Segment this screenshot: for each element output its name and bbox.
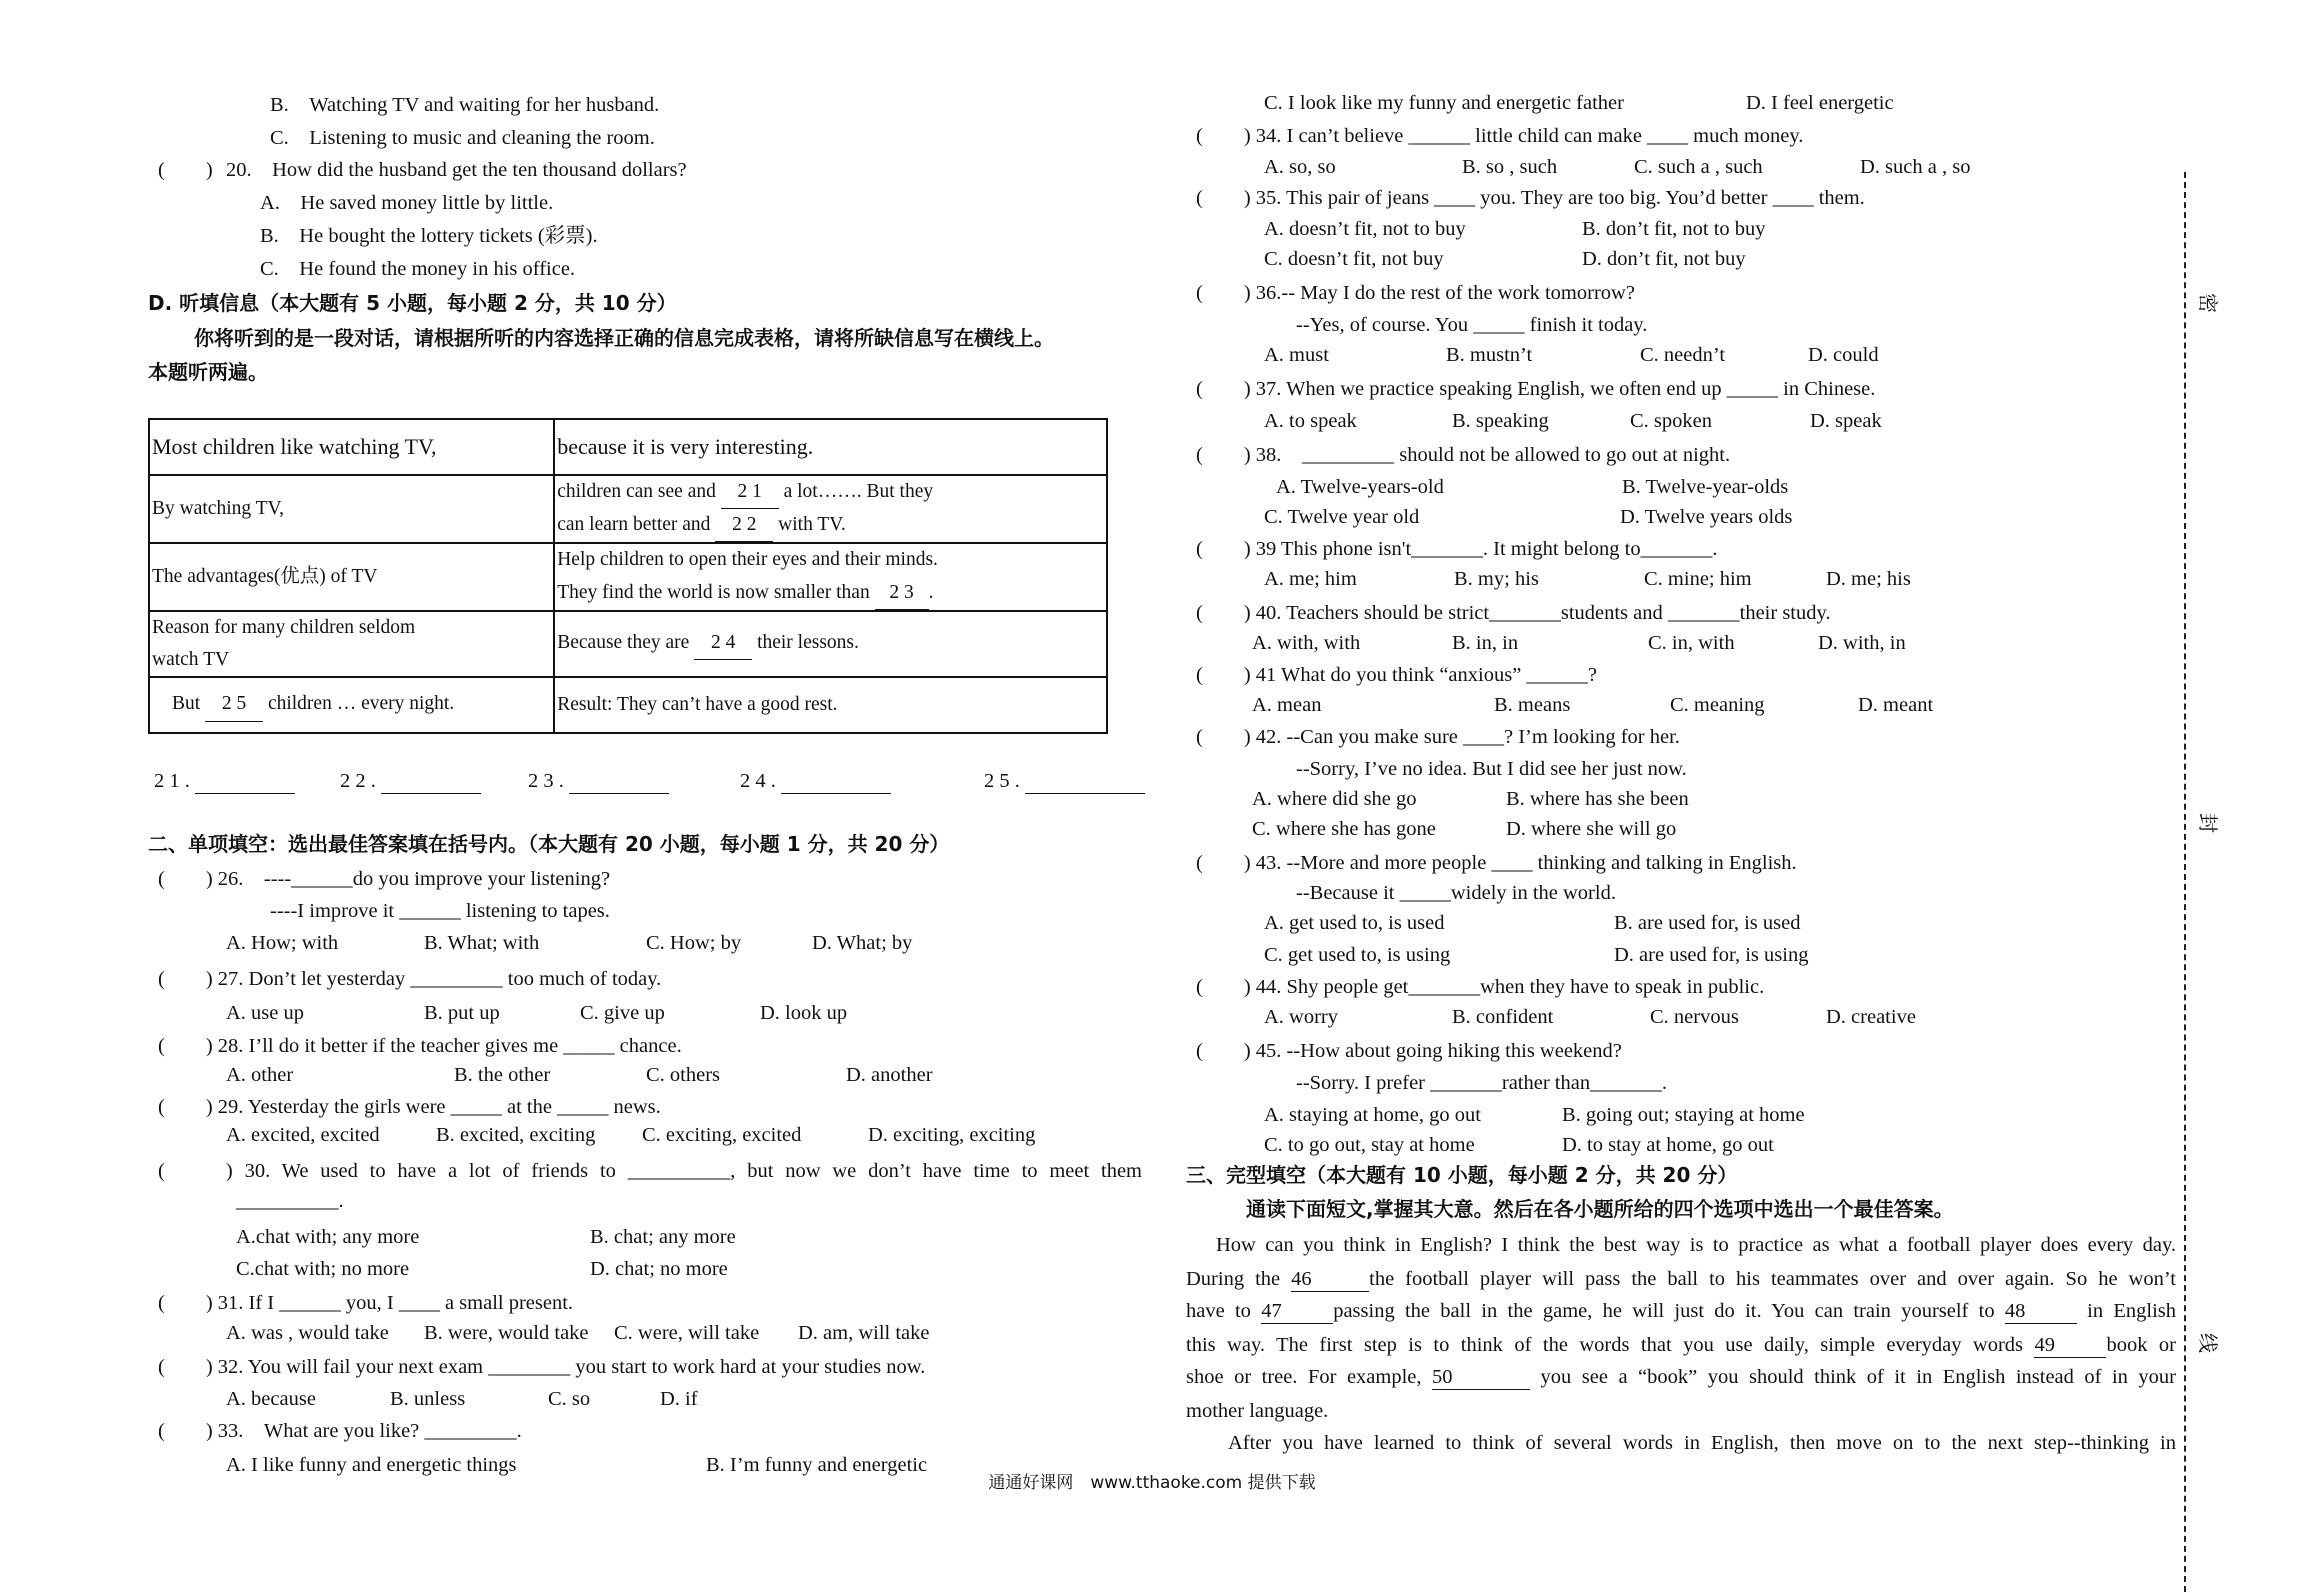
q36-stem: ( ) 36.-- May I do the rest of the work tomorrow? [1196,282,1635,304]
q38-option-c: C. Twelve year old [1264,506,1420,528]
passage-line: After you have learned to think of several words in English, then move on to the next step--thinking in [1228,1432,2176,1454]
q44-option-d: D. creative [1826,1006,1916,1028]
cell-text: watch TV [152,648,230,670]
q32-option-a: A. because [226,1388,316,1410]
q26-option-b: B. What; with [424,932,540,954]
q26-option-c: C. How; by [646,932,742,954]
q32-stem: ( ) 32. You will fail your next exam ________ you start to work hard at your studies now. [158,1356,926,1378]
blank-24[interactable]: 2 4 [694,627,752,660]
q33-option-b: B. I’m funny and energetic [706,1454,928,1476]
q26-option-d: D. What; by [812,932,913,954]
q31-option-d: D. am, will take [798,1322,930,1344]
q44-option-c: C. nervous [1650,1006,1739,1028]
q40-stem: ( ) 40. Teachers should be strict_______students and _______their study. [1196,602,1831,624]
q30-option-a: A.chat with; any more [236,1226,420,1248]
q26-option-a: A. How; with [226,932,339,954]
q37-option-b: B. speaking [1452,410,1549,432]
q30-stem: ( ) 30. We used to have a lot of friends to __________, but now we don’t have time to meet them [158,1160,1142,1182]
q33-option-a: A. I like funny and energetic things [226,1454,517,1476]
passage-text: During the [1186,1268,1292,1290]
passage-text: have to [1186,1300,1262,1322]
table-cell: By watching TV, [149,475,554,543]
q34-option-a: A. so, so [1264,156,1336,178]
table-row [149,419,1107,475]
cell-text: children … every night. [263,693,455,715]
q33-option-d: D. I feel energetic [1746,92,1894,114]
answer-label: 2 5 . [984,770,1020,792]
listening-info-table [148,418,1108,734]
q27-stem: ( ) 27. Don’t let yesterday _________ too much of today. [158,968,662,990]
q34-option-d: D. such a , so [1860,156,1971,178]
blank-23[interactable]: 2 3 [875,577,929,610]
q20-paren[interactable]: ( ) [158,159,213,181]
cell-text: children can see and [557,481,721,502]
table-row [149,611,1107,677]
passage-line: How can you think in English? I think the best way is to practice as what a football player does every day. [1216,1234,2176,1256]
answer-23[interactable] [528,770,669,794]
answer-label: 2 2 . [340,770,376,792]
q37-option-a: A. to speak [1264,410,1357,432]
q35-stem: ( ) 35. This pair of jeans ____ you. They are too big. You’d better ____ them. [1196,187,1865,209]
q43-stem: ( ) 43. --More and more people ____ thinking and talking in English. [1196,852,1797,874]
answer-blank[interactable] [569,770,669,794]
table-cell: because it is very interesting. [554,419,1107,475]
table-cell: The advantages(优点) of TV [149,543,554,610]
q27-option-b: B. put up [424,1002,500,1024]
cell-text: their lessons. [752,632,859,654]
q41-option-b: B. means [1494,694,1571,716]
q26-stem: ( ) 26. ----______do you improve your listening? [158,868,611,890]
cell-text: Help children to open their eyes and their minds. [557,549,938,571]
q45-option-a: A. staying at home, go out [1264,1104,1481,1126]
cell-text: Because they are [557,632,695,654]
q41-option-a: A. mean [1252,694,1322,716]
blank-25[interactable]: 2 5 [205,688,263,721]
q32-option-d: D. if [660,1388,698,1410]
q26-stem-2: ----I improve it ______ listening to tapes. [270,900,610,922]
q39-option-c: C. mine; him [1644,568,1752,590]
q41-option-c: C. meaning [1670,694,1765,716]
q31-option-b: B. were, would take [424,1322,589,1344]
q40-option-a: A. with, with [1252,632,1361,654]
q36-option-b: B. mustn’t [1446,344,1533,366]
q38-option-d: D. Twelve years olds [1620,506,1793,528]
q29-option-c: C. exciting, excited [642,1124,802,1146]
q20-option-c: C. He found the money in his office. [260,258,576,280]
q43-option-b: B. are used for, is used [1614,912,1801,934]
q34-stem: ( ) 34. I can’t believe ______ little child can make ____ much money. [1196,125,1804,147]
q44-option-b: B. confident [1452,1006,1554,1028]
q28-stem: ( ) 28. I’ll do it better if the teacher gives me _____ chance. [158,1035,682,1057]
q27-option-a: A. use up [226,1002,305,1024]
q39-option-a: A. me; him [1264,568,1357,590]
q28-option-c: C. others [646,1064,721,1086]
q29-stem: ( ) 29. Yesterday the girls were _____ at the _____ news. [158,1096,661,1118]
q37-option-d: D. speak [1810,410,1882,432]
q35-option-a: A. doesn’t fit, not to buy [1264,218,1466,240]
binding-mark: 线 [2196,1333,2220,1353]
q31-option-c: C. were, will take [614,1322,760,1344]
q35-option-c: C. doesn’t fit, not buy [1264,248,1444,270]
table-cell [149,611,554,677]
q30-option-b: B. chat; any more [590,1226,736,1248]
table-cell [554,475,1107,543]
q36-option-c: C. needn’t [1640,344,1726,366]
passage-line [1186,1334,2176,1358]
section-2-title: 二、单项填空：选出最佳答案填在括号内。（本大题有 20 小题，每小题 1 分，共 20 分） [148,832,950,856]
section-d-instruction-2: 本题听两遍。 [148,360,268,384]
q45-stem-2: --Sorry. I prefer _______rather than_______. [1296,1072,1667,1094]
table-cell [554,611,1107,677]
answer-label: 2 3 . [528,770,564,792]
q40-option-d: D. with, in [1818,632,1906,654]
q36-option-a: A. must [1264,344,1329,366]
blank-21[interactable]: 2 1 [721,476,779,509]
q32-option-c: C. so [548,1388,591,1410]
q42-option-d: D. where she will go [1506,818,1677,840]
q45-option-b: B. going out; staying at home [1562,1104,1805,1126]
q27-option-c: C. give up [580,1002,665,1024]
q36-stem-2: --Yes, of course. You _____ finish it today. [1296,314,1648,336]
q30-option-c: C.chat with; no more [236,1258,410,1280]
table-row [149,677,1107,733]
section-d-title: D. 听填信息（本大题有 5 小题，每小题 2 分，共 10 分） [148,291,677,315]
q36-option-d: D. could [1808,344,1879,366]
q19-option-c: C. Listening to music and cleaning the room. [270,127,655,149]
passage-line [1186,1300,2176,1324]
q34-option-b: B. so , such [1462,156,1558,178]
passage-line: mother language. [1186,1400,1329,1422]
q28-option-a: A. other [226,1064,294,1086]
section-d-instruction: 你将听到的是一段对话，请根据所听的内容选择正确的信息完成表格，请将所缺信息写在横线上。 [194,326,1054,350]
table-row [149,475,1107,543]
cell-text: a lot……. But they [778,481,934,502]
q29-option-a: A. excited, excited [226,1124,380,1146]
q42-option-a: A. where did she go [1252,788,1417,810]
q31-stem: ( ) 31. If I ______ you, I ____ a small present. [158,1292,574,1314]
q35-option-b: B. don’t fit, not to buy [1582,218,1766,240]
q37-option-c: C. spoken [1630,410,1712,432]
q40-option-c: C. in, with [1648,632,1735,654]
answer-21[interactable] [154,770,295,794]
table-cell: Result: They can’t have a good rest. [554,677,1107,733]
blank-49[interactable]: 49 [2034,1334,2106,1358]
passage-text: the football player will pass the ball to his teammates over and over again. So he won’t [1369,1268,2176,1290]
binding-mark: 封 [2196,813,2220,833]
passage-text: book or [2106,1334,2176,1356]
q28-option-d: D. another [846,1064,933,1086]
cell-text: But [172,693,206,715]
q38-stem: ( ) 38. _________ should not be allowed to go out at night. [1196,444,1731,466]
binding-dashed-line [2184,172,2186,1592]
q43-option-c: C. get used to, is using [1264,944,1451,966]
q28-option-b: B. the other [454,1064,551,1086]
q32-option-b: B. unless [390,1388,466,1410]
q42-option-c: C. where she has gone [1252,818,1436,840]
q45-stem: ( ) 45. --How about going hiking this weekend? [1196,1040,1622,1062]
q39-option-b: B. my; his [1454,568,1539,590]
table-cell [149,677,554,733]
q43-option-a: A. get used to, is used [1264,912,1445,934]
answer-blank[interactable] [195,770,295,794]
q31-option-a: A. was , would take [226,1322,389,1344]
answer-blank[interactable] [381,770,481,794]
q42-stem-2: --Sorry, I’ve no idea. But I did see her just now. [1296,758,1687,780]
cell-text: . [928,581,934,603]
q30-stem-2: __________. [236,1190,344,1212]
q40-option-b: B. in, in [1452,632,1519,654]
blank-48[interactable]: 48 [2005,1300,2077,1324]
section-3-title: 三、完型填空（本大题有 10 小题，每小题 2 分，共 20 分） [1186,1163,1738,1187]
blank-46[interactable]: 46 [1291,1268,1369,1292]
answer-24[interactable] [740,770,891,794]
q33-option-c: C. I look like my funny and energetic father [1264,92,1624,114]
passage-line [1186,1268,2176,1292]
answer-label: 2 4 . [740,770,776,792]
q34-option-c: C. such a , such [1634,156,1763,178]
q39-stem: ( ) 39 This phone isn't_______. It might belong to_______. [1196,538,1718,560]
q43-option-d: D. are used for, is using [1614,944,1809,966]
answer-label: 2 1 . [154,770,190,792]
cell-text: with TV. [773,514,846,536]
answer-25[interactable] [984,770,1145,794]
passage-line [1186,1366,2176,1390]
answer-22[interactable] [340,770,481,794]
q43-stem-2: --Because it _____widely in the world. [1296,882,1616,904]
q41-stem: ( ) 41 What do you think “anxious” ______? [1196,664,1598,686]
q44-stem: ( ) 44. Shy people get_______when they have to speak in public. [1196,976,1765,998]
cell-text: Reason for many children seldom [152,616,416,638]
q20-option-b: B. He bought the lottery tickets (彩票). [260,225,598,247]
q27-option-d: D. look up [760,1002,848,1024]
table-cell [554,543,1107,610]
q20-option-a: A. He saved money little by little. [260,192,554,214]
binding-mark: 密 [2196,293,2220,313]
blank-47[interactable]: 47 [1261,1300,1333,1324]
q42-option-b: B. where has she been [1506,788,1689,810]
passage-text: you see a “book” you should think of it in English instead of in your [1530,1366,2176,1388]
table-row [149,543,1107,610]
q41-option-d: D. meant [1858,694,1934,716]
q33-stem: ( ) 33. What are you like? _________. [158,1420,522,1442]
q20-stem: 20. How did the husband get the ten thousand dollars? [226,159,687,181]
section-3-instruction: 通读下面短文,掌握其大意。然后在各小题所给的四个选项中选出一个最佳答案。 [1246,1197,1954,1221]
q42-stem: ( ) 42. --Can you make sure ____? I’m looking for her. [1196,726,1680,748]
blank-22[interactable]: 2 2 [715,509,773,542]
q35-option-d: D. don’t fit, not buy [1582,248,1746,270]
q45-option-d: D. to stay at home, go out [1562,1134,1774,1156]
q38-option-a: A. Twelve-years-old [1276,476,1444,498]
q29-option-d: D. exciting, exciting [868,1124,1036,1146]
q45-option-c: C. to go out, stay at home [1264,1134,1475,1156]
q38-option-b: B. Twelve-year-olds [1622,476,1789,498]
table-cell: Most children like watching TV, [149,419,554,475]
answer-blank[interactable] [1025,770,1145,794]
q29-option-b: B. excited, exciting [436,1124,596,1146]
answer-blank[interactable] [781,770,891,794]
cell-text: They find the world is now smaller than [557,581,875,603]
blank-50[interactable]: 50 [1432,1366,1530,1390]
q30-option-d: D. chat; no more [590,1258,728,1280]
passage-text: in English [2076,1300,2177,1322]
q37-stem: ( ) 37. When we practice speaking English, we often end up _____ in Chinese. [1196,378,1876,400]
q19-option-b: B. Watching TV and waiting for her husband. [270,94,660,116]
passage-text: this way. The first step is to think of the words that you use daily, simple everyday words [1186,1334,2035,1356]
cell-text: can learn better and [557,514,716,536]
footer-source: 通通好课网 www.tthaoke.com 提供下载 [988,1473,1316,1493]
q44-option-a: A. worry [1264,1006,1339,1028]
passage-text: passing the ball in the game, he will just do it. You can train yourself to [1333,1300,2005,1322]
passage-text: shoe or tree. For example, [1186,1366,1433,1388]
q39-option-d: D. me; his [1826,568,1911,590]
